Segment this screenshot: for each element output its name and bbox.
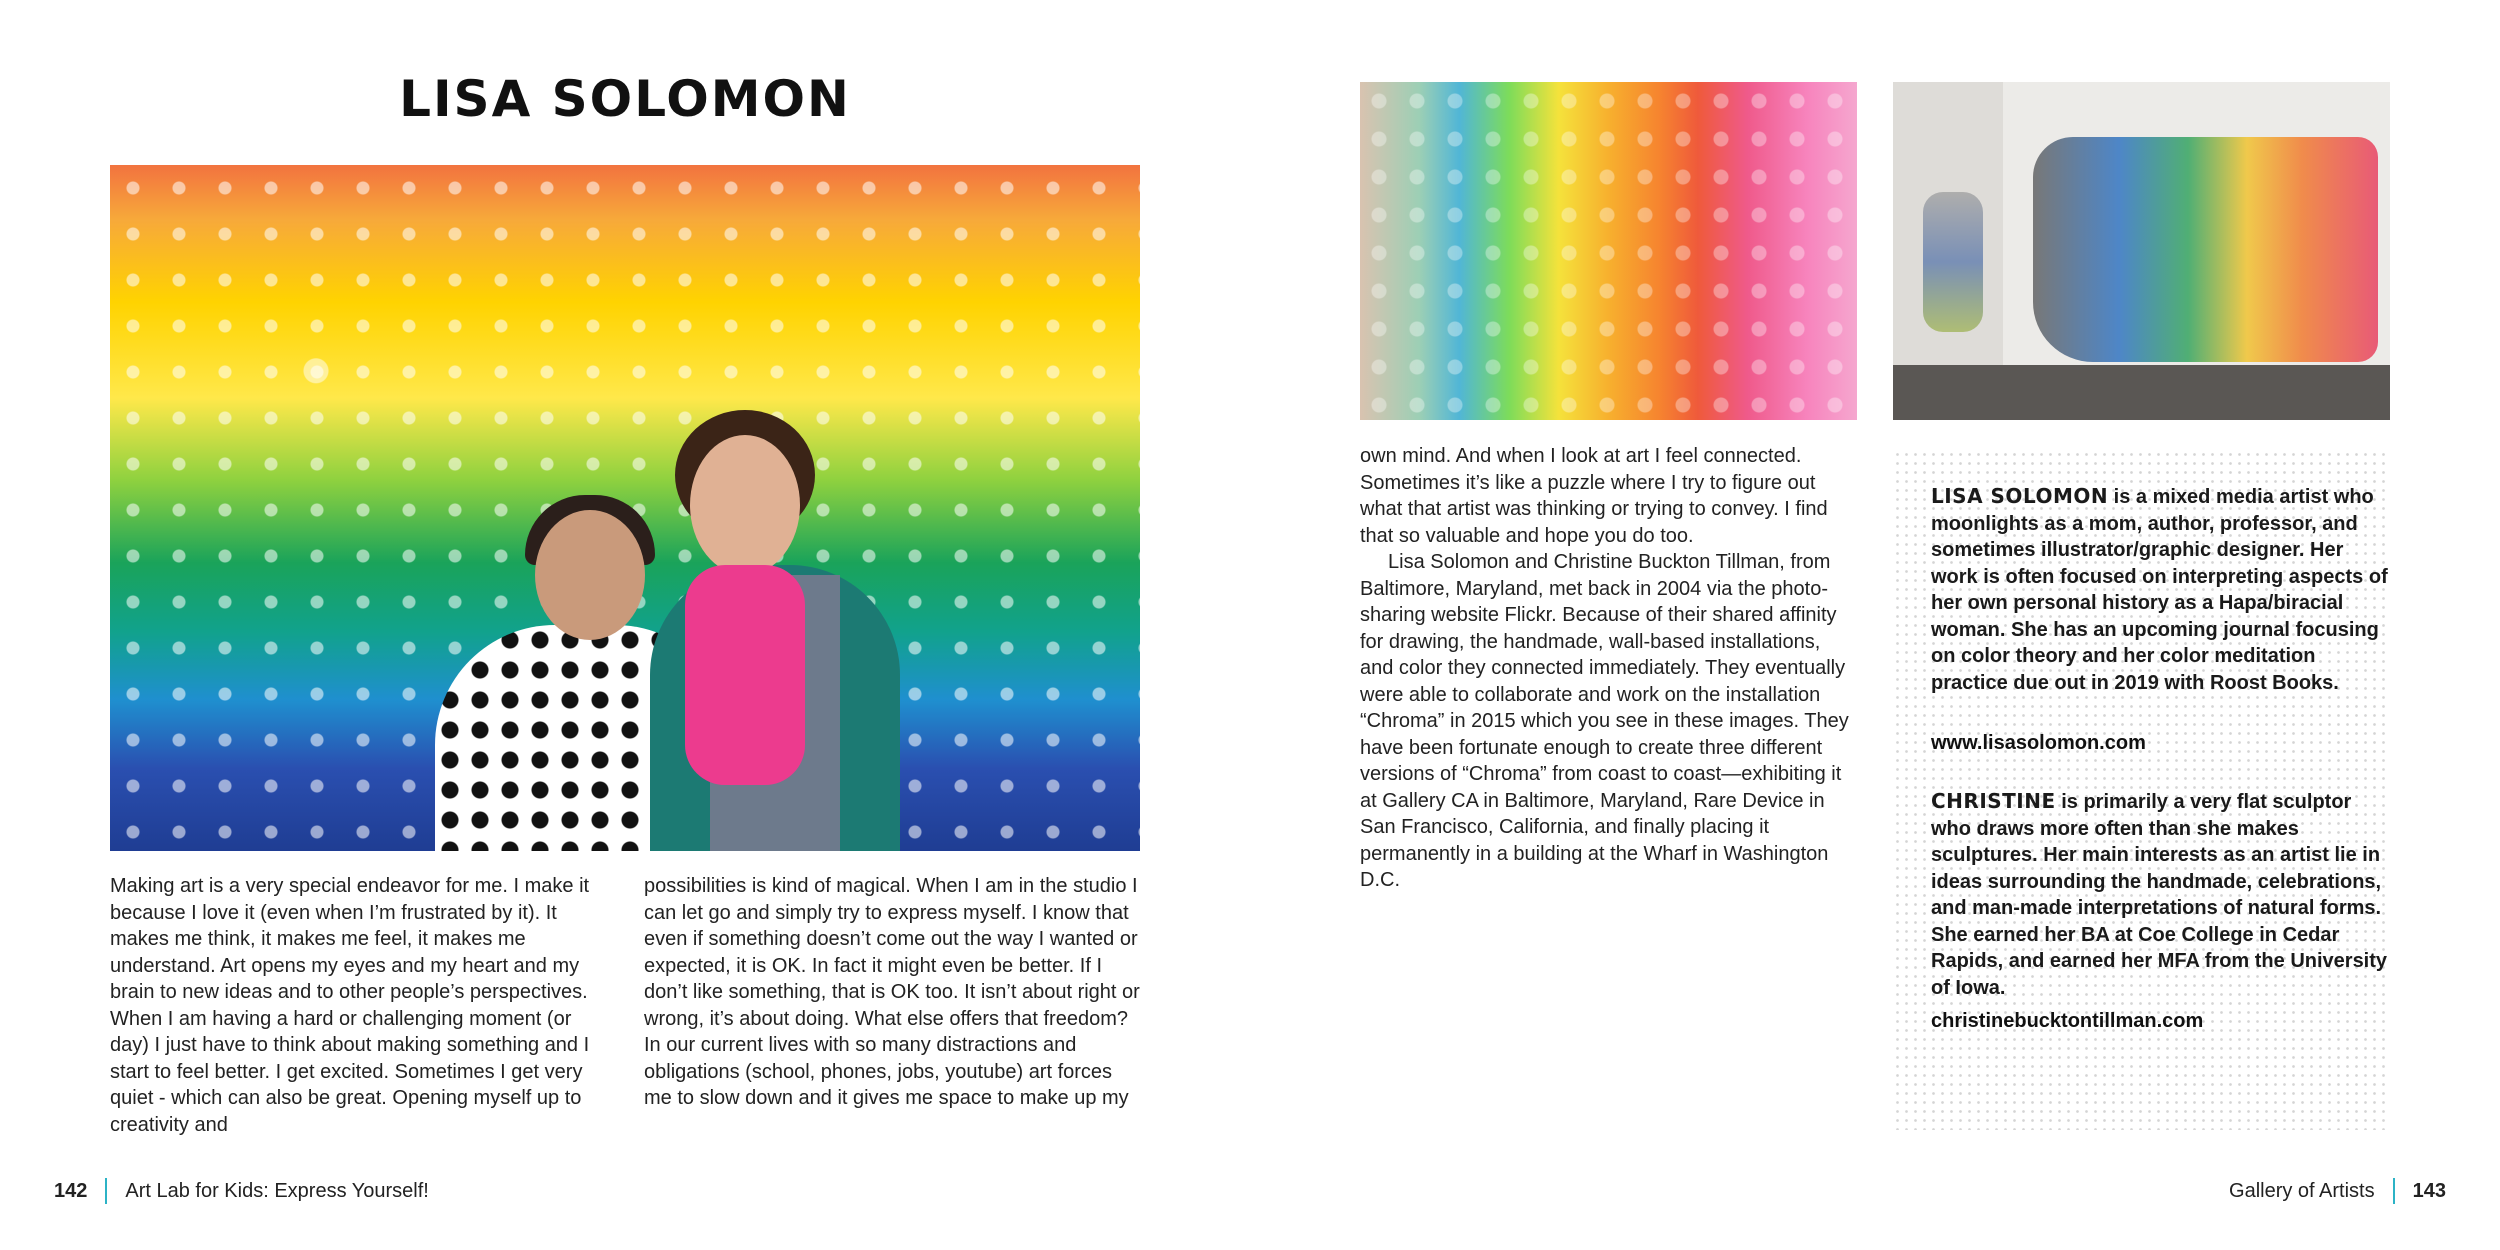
footer-left [54,1178,429,1204]
bio-name: LISA SOLOMON [1931,484,2109,508]
running-head: Art Lab for Kids: Express Yourself! [125,1179,429,1202]
bio-christine [1931,788,2391,1001]
footer-divider [2393,1178,2395,1204]
bio-text: is a mixed media artist who moonlights as a mom, author, professor, and sometimes illustrator/graphic designer. Her work is often focused on interpreting aspects of her own personal history as a Hapa/biracial woman. She has an upcoming journal focusing on color theory and her color meditation practice due out in 2019 with Roost Books. [1931,486,2388,694]
page-number: 142 [54,1179,88,1202]
body-column-2 [644,873,1144,1112]
paragraph: own mind. And when I look at art I feel connected. Sometimes it’s like a puzzle where I try to figure out what that artist was thinking or trying to convey. I find that so valuable and hope you do too. [1360,445,1828,547]
artist-title: LISA SOLOMON [399,70,851,128]
christine-website-link[interactable]: christinebucktontillman.com [1931,1010,2204,1032]
footer-divider [105,1178,107,1204]
chroma-gallery-photo [1893,82,2390,420]
body-column-1 [110,873,605,1138]
bio-lisa [1931,483,2391,696]
footer-right [2229,1178,2446,1204]
chroma-rainbow-photo [1360,82,1857,420]
lisa-website-link[interactable]: www.lisasolomon.com [1931,732,2146,754]
running-head: Gallery of Artists [2229,1179,2375,1202]
body-column-3 [1360,443,1857,894]
paragraph: Lisa Solomon and Christine Buckton Tillman, from Baltimore, Maryland, met back in 2004 via the photo-sharing website Flickr. Because of their shared affinity for drawing, the handmade, wall-based installations, and color they connected immediately. They eventually were able to collaborate and work on the installation “Chroma” in 2015 which you see in these images. They have been fortunate enough to create three different versions of “Chroma” from coast to coast—exhibiting it at Gallery CA in Baltimore, Maryland, Rare Device in San Francisco, California, and finally placing it permanently in a building at the Wharf in Washington D.C. [1360,551,1849,891]
paragraph: possibilities is kind of magical. When I am in the studio I can let go and simply try to express myself. I know that even if something doesn’t come out the way I wanted or expected, it is OK. In fact it might even be better. If I don’t like something, that is OK too. It isn’t about right or wrong, it’s about doing. What else offers that freedom? In our current lives with so many distractions and obligations (school, phones, jobs, youtube) art forces me to slow down and it gives me space to make up my [644,875,1140,1109]
paragraph: Making art is a very special endeavor for me. I make it because I love it (even when I’m frustrated by it). It makes me think, it makes me feel, it makes me understand. Art opens my eyes and my heart and my brain to new ideas and to other people’s perspectives. When I am having a hard or challenging moment (or day) I just have to think about making something and I start to feel better. I get excited. Sometimes I get very quiet - which can also be great. Opening myself up to creativity and [110,875,590,1136]
artists-portrait-photo [110,165,1140,851]
bio-name: CHRISTINE [1931,789,2056,813]
bio-text: is primarily a very flat sculptor who draws more often than she makes sculptures. Her main interests as an artist lie in ideas surrounding the handmade, celebrations, and man-made interpretations of natural forms. She earned her BA at Coe College in Cedar Rapids, and earned her MFA from the University of Iowa. [1931,791,2388,999]
bio-sidebar [1893,450,2390,1130]
page-number: 143 [2412,1179,2446,1202]
